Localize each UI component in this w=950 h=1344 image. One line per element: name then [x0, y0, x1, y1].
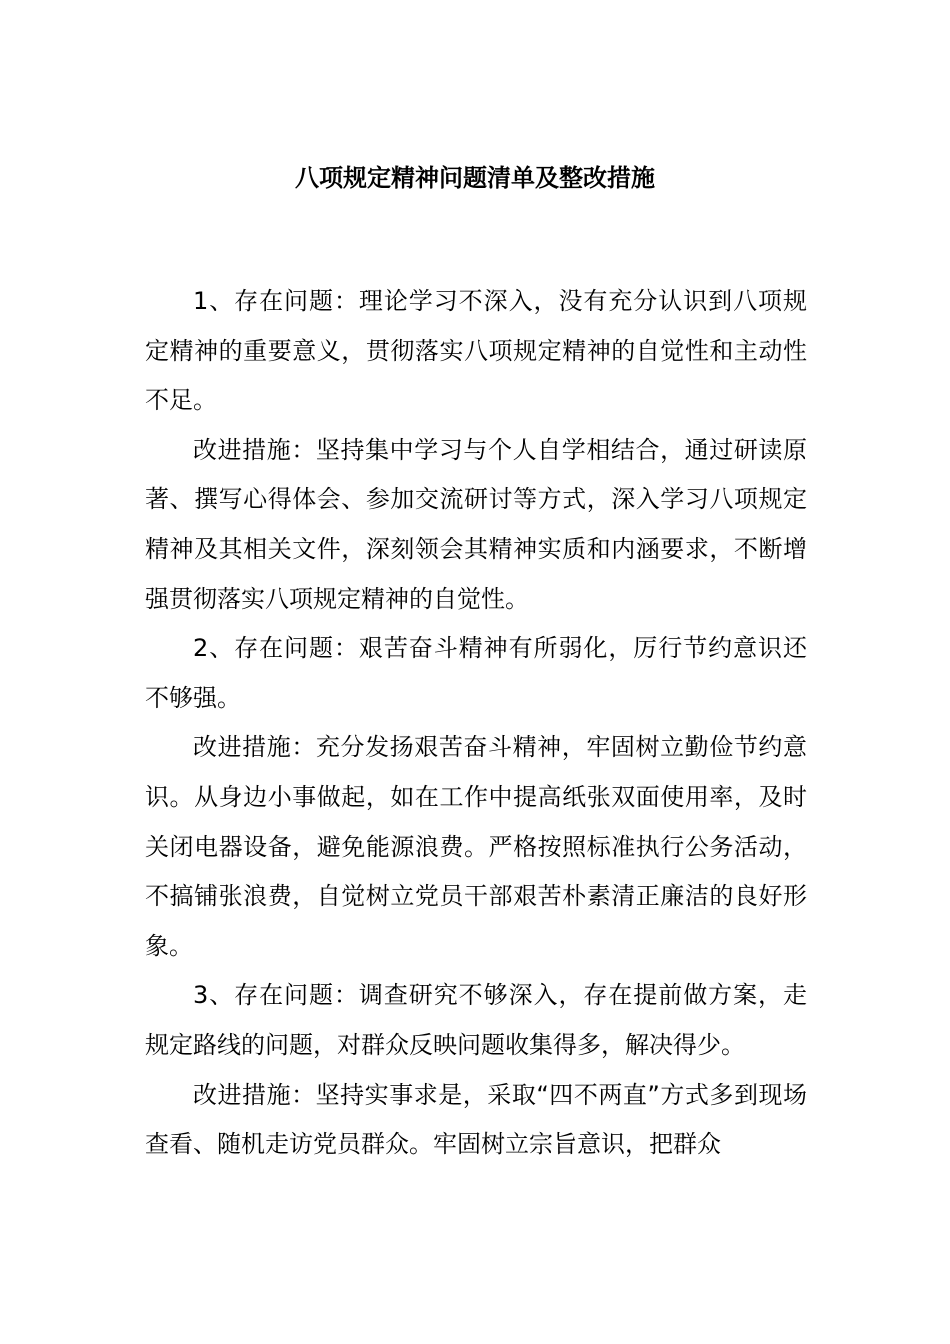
paragraph-measure-1: 改进措施：坚持集中学习与个人自学相结合，通过研读原著、撰写心得体会、参加交流研讨等方式，深入学习八项规定精神及其相关文件，深刻领会其精神实质和内涵要求，不断增强贯彻落实八项规定精神的自觉性。: [145, 435, 807, 613]
document-body: [145, 277, 807, 1170]
paragraph-issue-1: 1、存在问题：理论学习不深入，没有充分认识到八项规定精神的重要意义，贯彻落实八项规定精神的自觉性和主动性不足。: [145, 287, 807, 415]
paragraph-measure-3: 改进措施：坚持实事求是，采取“四不两直”方式多到现场查看、随机走访党员群众。牢固树立宗旨意识，把群众: [145, 1080, 807, 1159]
paragraph-issue-2: 2、存在问题：艰苦奋斗精神有所弱化，厉行节约意识还不够强。: [145, 634, 807, 712]
document-title: 八项规定精神问题清单及整改措施: [295, 164, 655, 192]
paragraph-issue-3: 3、存在问题：调查研究不够深入，存在提前做方案，走规定路线的问题，对群众反映问题收集得多，解决得少。: [145, 981, 807, 1059]
paragraph-measure-2: 改进措施：充分发扬艰苦奋斗精神，牢固树立勤俭节约意识。从身边小事做起，如在工作中提高纸张双面使用率，及时关闭电器设备，避免能源浪费。严格按照标准执行公务活动，不搞铺张浪费，自觉树立党员干部艰苦朴素清正廉洁的良好形象。: [145, 733, 807, 960]
